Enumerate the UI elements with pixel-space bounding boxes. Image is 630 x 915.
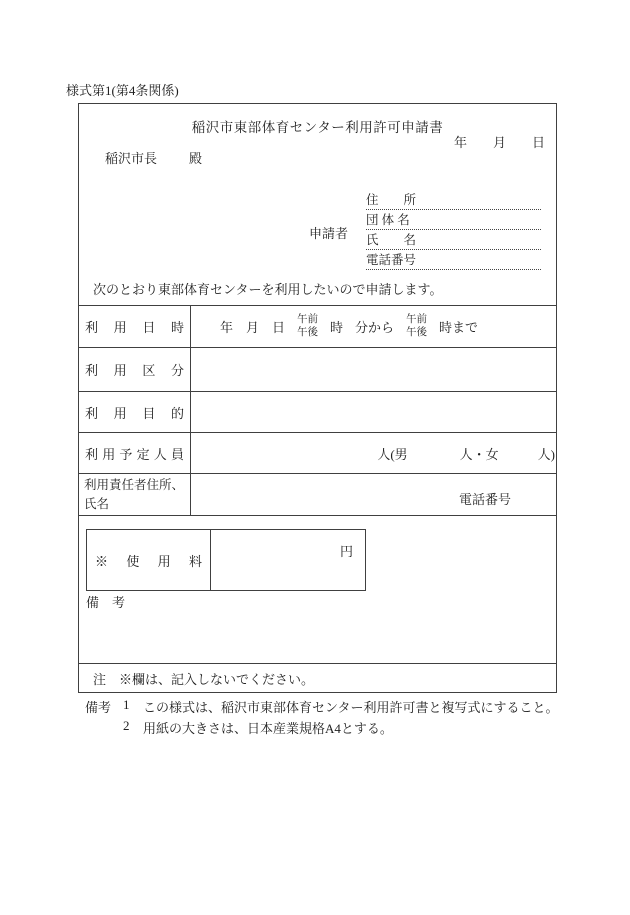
footer-remark-2: [85, 718, 393, 737]
fee-label: ※ 使 用 料: [95, 553, 202, 569]
responsible-label-cell: [79, 474, 191, 515]
addressee: 稲沢市長: [105, 151, 158, 166]
responsible-value-cell[interactable]: [191, 474, 556, 515]
ampm-stack-from: [297, 314, 318, 339]
fee-box: [86, 529, 366, 591]
pm-label: 午後: [406, 326, 428, 338]
applicant-fields: [366, 190, 541, 270]
expected-people-label: 利 用 予 定 人 員: [85, 446, 184, 462]
hour-from-label: 時: [330, 320, 344, 335]
responsible-phone-label: 電話番号: [459, 492, 512, 507]
pm-label: 午後: [297, 326, 319, 338]
remarks-label: 備 考: [86, 595, 126, 610]
applicant-group-name-label: 団 体 名: [366, 213, 410, 227]
applicant-address-label: 住 所: [366, 193, 417, 207]
fee-remarks-area: [79, 516, 556, 663]
footer-remark-1-text: この様式は、稲沢市東部体育センター利用許可書と複写式にすること。: [143, 700, 559, 715]
datetime-date-part: 年 月 日: [220, 320, 286, 335]
applicant-group-name-field[interactable]: [366, 210, 541, 230]
row-expected-people: [79, 432, 556, 473]
applicant-phone-field[interactable]: [366, 250, 541, 270]
people-count-template: 人(男 人・女 人): [377, 446, 555, 462]
usage-category-label-cell: [79, 348, 191, 391]
usage-purpose-value-cell[interactable]: [191, 392, 556, 432]
date-line: 年 月 日: [453, 135, 545, 150]
usage-purpose-label: 利 用 目 的: [85, 405, 184, 421]
usage-datetime-label: 利 用 日 時: [85, 320, 184, 335]
usage-datetime-label-cell: [79, 306, 191, 347]
row-usage-purpose: [79, 391, 556, 432]
footer-remarks-title: 備考: [85, 700, 112, 715]
footer-remark-1: [85, 697, 558, 716]
yen-unit-label: 円: [339, 544, 353, 559]
row-footnote: [79, 663, 556, 692]
footer-remarks-title-spacer: [85, 718, 123, 737]
usage-category-label: 利 用 区 分: [85, 363, 184, 378]
usage-datetime-value-cell[interactable]: [191, 306, 556, 347]
row-responsible-person: [79, 473, 556, 515]
usage-category-value-cell[interactable]: [191, 348, 556, 391]
footer-remark-1-number: 1: [123, 697, 130, 712]
applicant-label: 申請者: [309, 226, 349, 241]
applicant-address-field[interactable]: [366, 190, 541, 210]
footnote-text: 注 ※欄は、記入しないでください。: [93, 671, 315, 687]
row-usage-datetime: [79, 305, 556, 347]
applicant-name-field[interactable]: [366, 230, 541, 250]
footer-remark-2-number: 2: [123, 718, 130, 733]
hour-to-label: 時まで: [439, 320, 479, 335]
usage-purpose-label-cell: [79, 392, 191, 432]
minute-from-label: 分から: [355, 320, 395, 335]
addressee-row: [105, 148, 202, 167]
row-usage-category: [79, 347, 556, 391]
application-statement: 次のとおり東部体育センターを利用したいので申請します。: [93, 282, 443, 297]
am-label: 午前: [406, 314, 428, 326]
am-label: 午前: [297, 314, 319, 326]
fee-label-cell: [87, 530, 211, 590]
row-fee-remarks: [79, 515, 556, 663]
expected-people-value-cell[interactable]: [191, 433, 556, 473]
addressee-honorific: 殿: [189, 151, 203, 166]
ampm-stack-to: [406, 314, 427, 339]
applicant-phone-label: 電話番号: [366, 253, 417, 267]
footer-remark-2-text: 用紙の大きさは、日本産業規格A4とする。: [143, 721, 393, 736]
applicant-name-label: 氏 名: [366, 233, 417, 247]
style-number: 様式第1(第4条関係): [66, 83, 179, 98]
fee-value-cell: [211, 530, 365, 590]
expected-people-label-cell: [79, 433, 191, 473]
form-title: 稲沢市東部体育センター利用許可申請書: [191, 120, 444, 135]
application-form-box: [78, 103, 557, 693]
responsible-label: 利用責任者住所、氏名: [84, 477, 185, 511]
